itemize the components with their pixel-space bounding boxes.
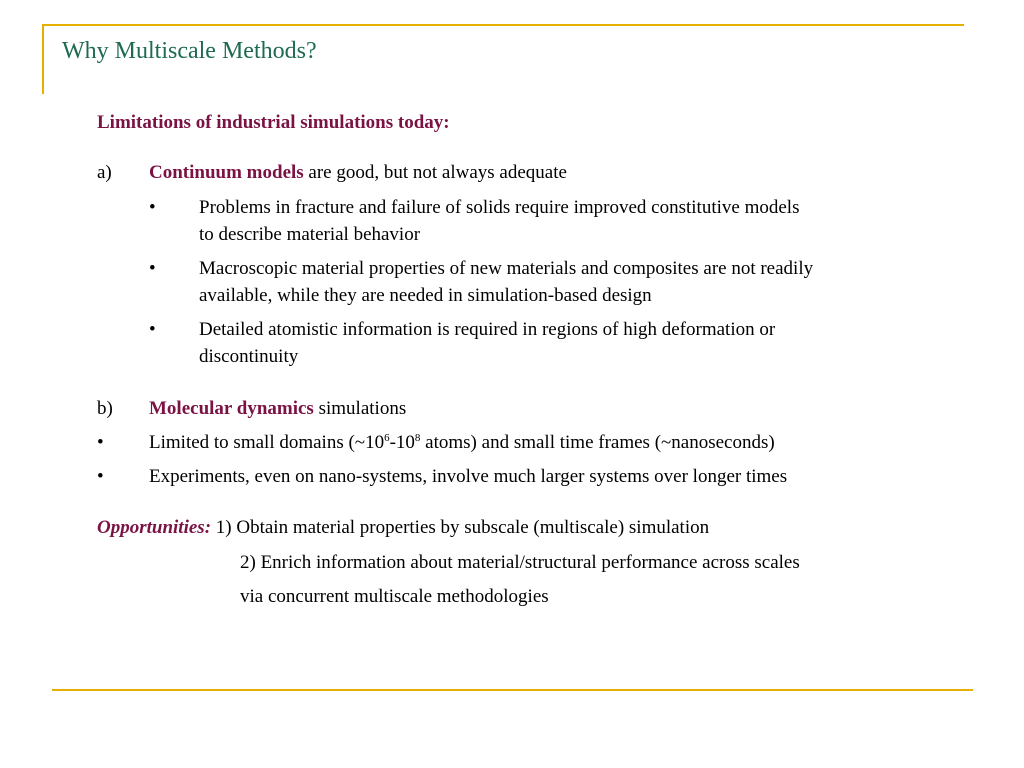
bullet-b2: Experiments, even on nano-systems, involve much larger systems over longer times xyxy=(149,466,788,487)
bottom-rule xyxy=(52,689,973,691)
bullet-a2-line1: Macroscopic material properties of new materials and composites are not readily xyxy=(199,258,814,279)
bullet-a3-line1: Detailed atomistic information is required in regions of high deformation or xyxy=(199,319,776,340)
section-b-line xyxy=(149,398,406,420)
section-b-rest: simulations xyxy=(313,398,407,419)
bullet-marker: • xyxy=(149,258,156,279)
section-b-marker: b) xyxy=(97,398,113,419)
left-rule xyxy=(42,24,44,94)
bullet-marker: • xyxy=(149,319,156,340)
bullet-a2-line2: available, while they are needed in simulation-based design xyxy=(199,285,652,306)
section-b-term: Molecular dynamics xyxy=(149,398,314,419)
bullet-b1-post: atoms) and small time frames (~nanoseconds) xyxy=(420,432,775,453)
bullet-b1-exp2: 8 xyxy=(414,432,421,444)
opportunity-1: 1) Obtain material properties by subscale (multiscale) simulation xyxy=(211,517,710,538)
bullet-marker: • xyxy=(97,432,104,453)
bullet-a1-line1: Problems in fracture and failure of solids require improved constitutive models xyxy=(199,197,800,218)
bullet-b1-pre: Limited to small domains (~10 xyxy=(149,432,385,453)
bullet-b1-mid: -10 xyxy=(389,432,415,453)
bullet-marker: • xyxy=(149,197,156,218)
bullet-b1 xyxy=(149,432,775,454)
top-rule xyxy=(42,24,964,26)
bullet-b1-exp1: 6 xyxy=(384,432,390,444)
section-a-line xyxy=(149,162,567,184)
opportunities-line xyxy=(97,517,709,539)
slide-title: Why Multiscale Methods? xyxy=(62,38,317,64)
section-a-rest: are good, but not always adequate xyxy=(303,162,567,183)
opportunity-2: 2) Enrich information about material/structural performance across scales xyxy=(240,552,800,573)
bullet-a1-line2: to describe material behavior xyxy=(199,224,421,245)
opportunity-2-cont: via concurrent multiscale methodologies xyxy=(240,586,549,607)
opportunities-label: Opportunities: xyxy=(97,517,212,538)
bullet-a3-line2: discontinuity xyxy=(199,346,299,367)
section-a-term: Continuum models xyxy=(149,162,304,183)
bullet-marker: • xyxy=(97,466,104,487)
section-heading: Limitations of industrial simulations today: xyxy=(97,112,450,133)
section-a-marker: a) xyxy=(97,162,112,183)
